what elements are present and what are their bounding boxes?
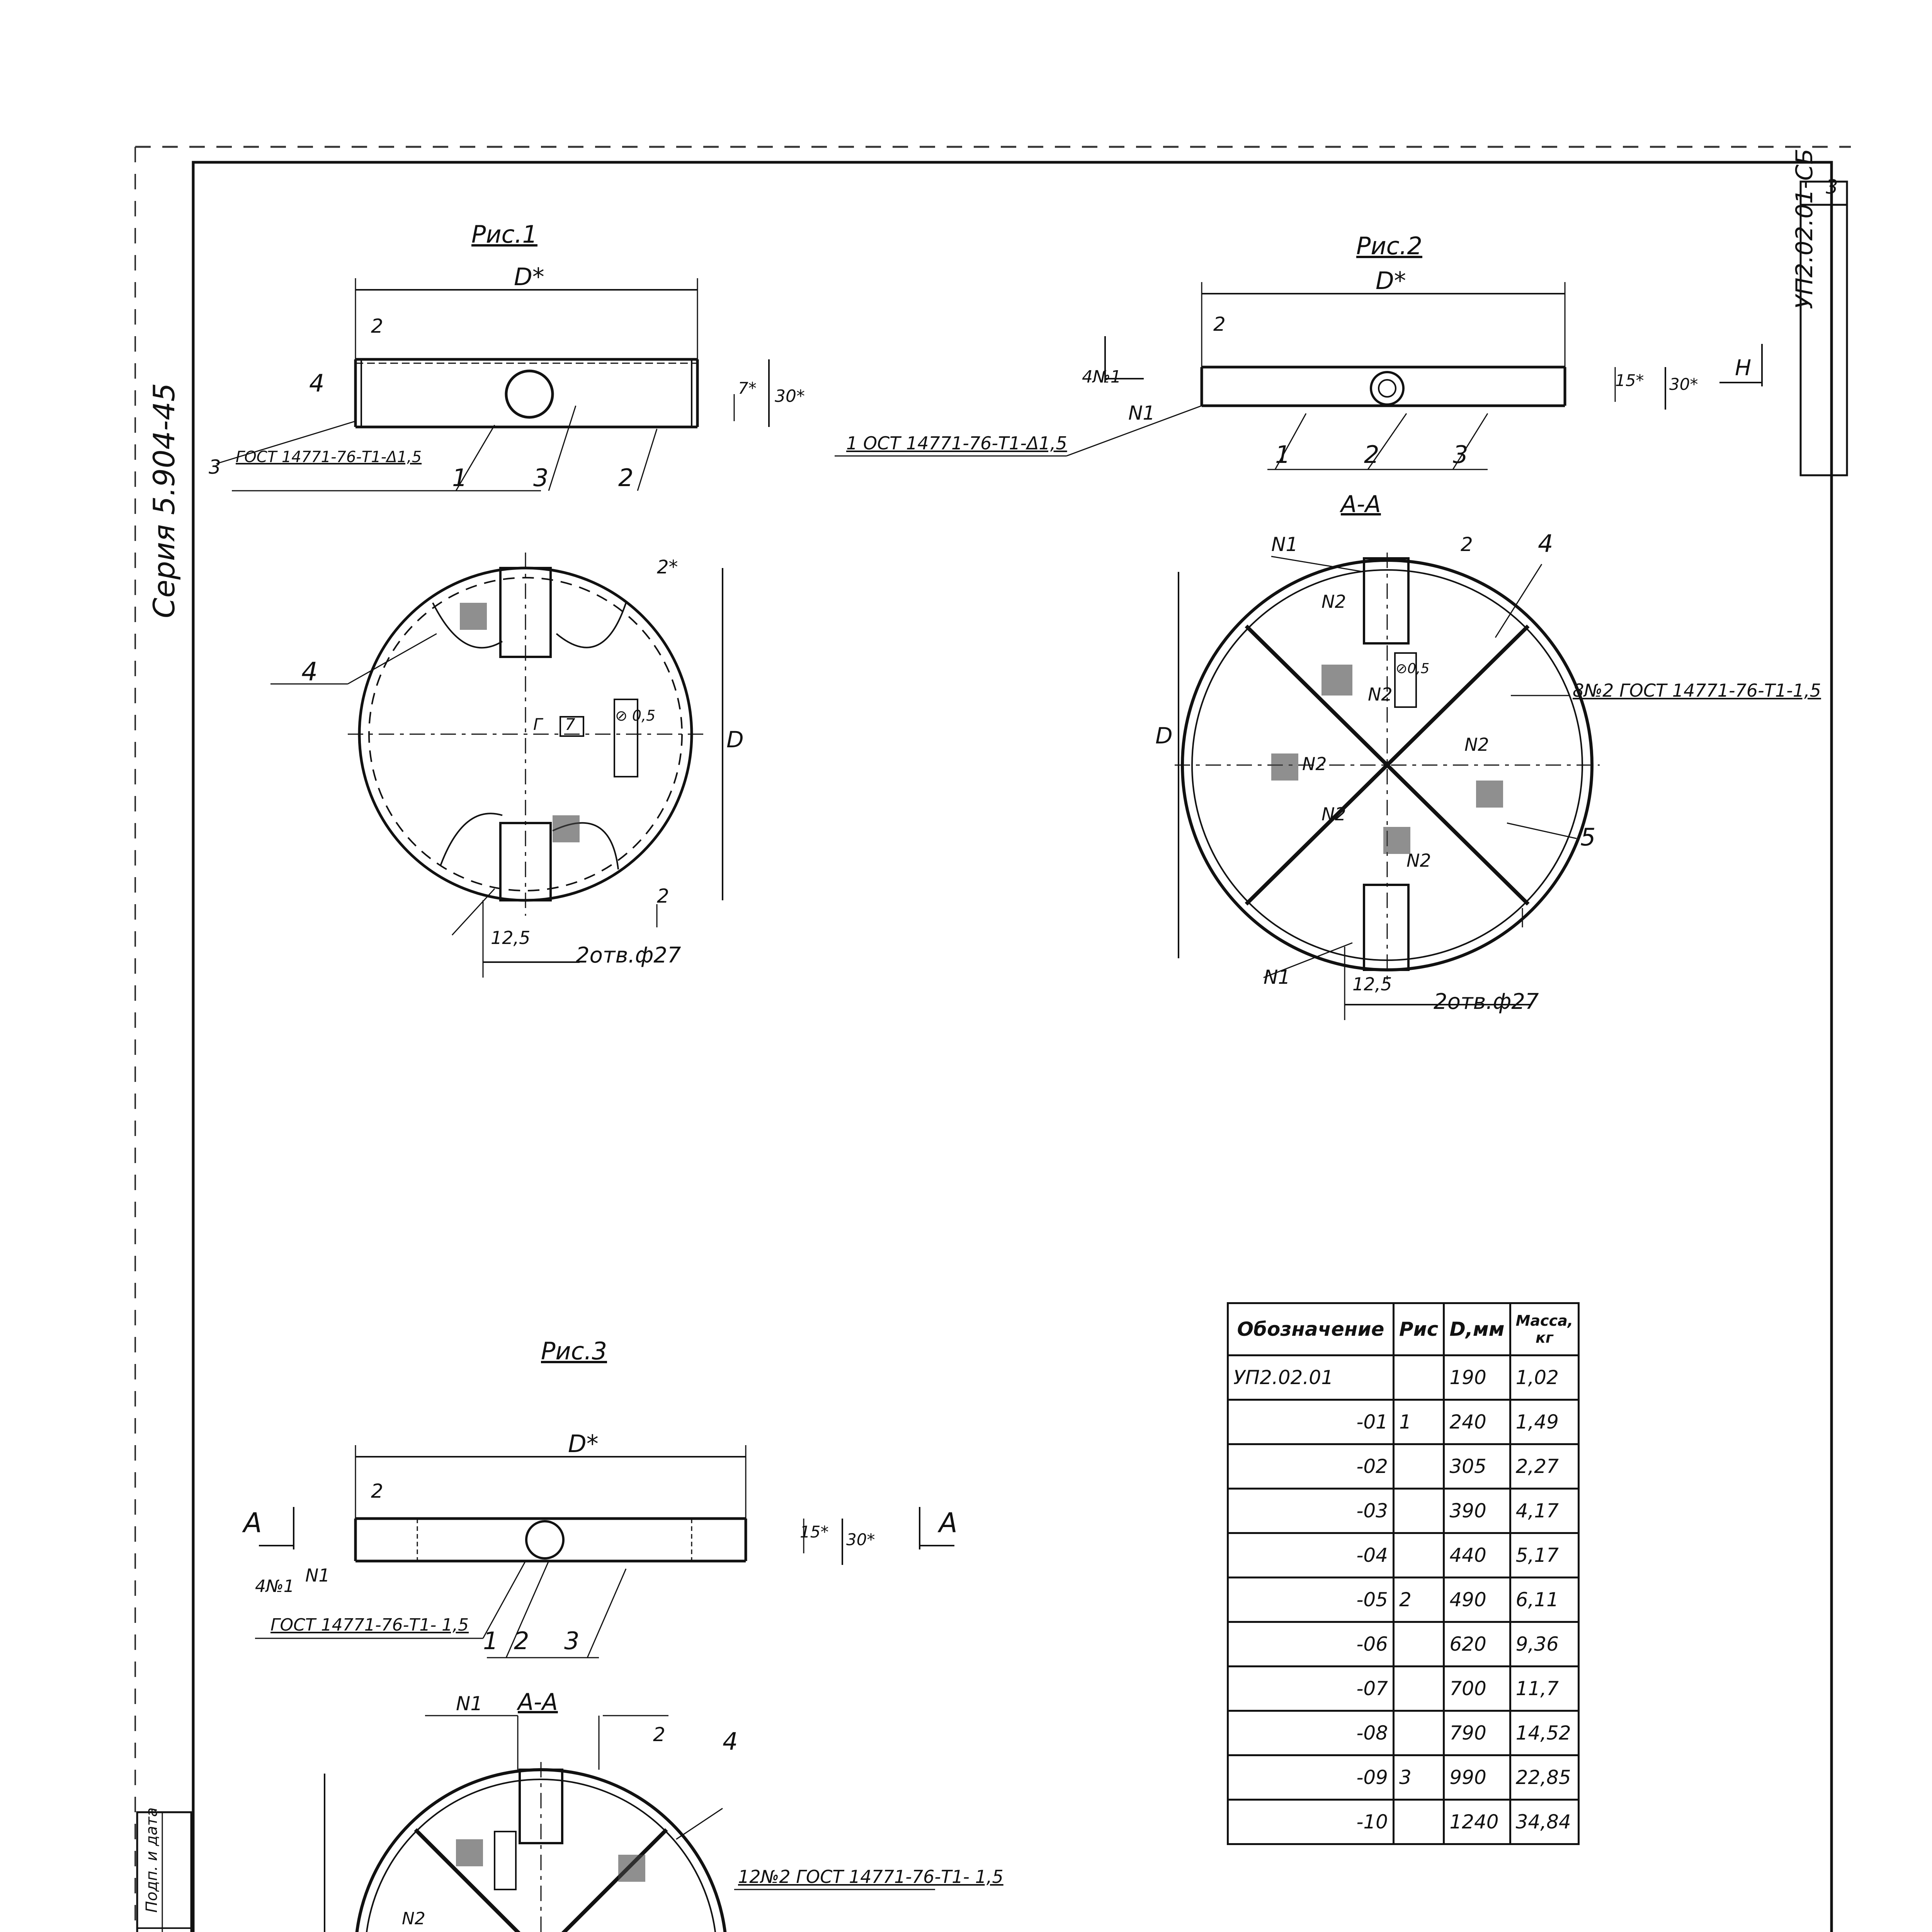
fig3-section-left: А xyxy=(243,1507,262,1539)
fig2-plan-callout: N2 xyxy=(1321,804,1346,825)
fig2-dim-15: 15* xyxy=(1615,371,1644,390)
fig2-dim-12-5: 12,5 xyxy=(1352,974,1392,995)
fig2-weld-label: 1 ОСТ 14771-76-Т1-Δ1,5 xyxy=(846,433,1067,454)
table-cell: -10 xyxy=(1228,1800,1394,1844)
fig3-dim-2-plan: 2 xyxy=(653,1723,665,1746)
table-cell: 440 xyxy=(1444,1533,1510,1578)
table-cell: -09 xyxy=(1228,1755,1394,1800)
fig3-dim-d: D* xyxy=(568,1430,599,1458)
page-number: 3 xyxy=(1826,176,1838,198)
fig3-callout: 1 xyxy=(483,1627,498,1655)
table-cell: 1240 xyxy=(1444,1800,1510,1844)
fig2-plan-callout: 5 xyxy=(1580,823,1596,851)
table-cell: 1,02 xyxy=(1510,1355,1579,1400)
fig1-mark: 7 xyxy=(565,715,575,734)
table-cell: 34,84 xyxy=(1510,1800,1579,1844)
fig1-holes: 2отв.ф27 xyxy=(576,943,681,968)
table-cell: 6,11 xyxy=(1510,1578,1579,1622)
fig1-callout: 3 xyxy=(533,464,549,492)
col-header: D,мм xyxy=(1444,1303,1510,1355)
fig1-dim-d: D* xyxy=(514,263,544,291)
table-cell: -08 xyxy=(1228,1711,1394,1755)
table-cell: УП2.02.01 xyxy=(1228,1355,1394,1400)
fig1-title: Рис.1 xyxy=(471,220,537,248)
fig2-plan-callout: N2 xyxy=(1368,684,1393,705)
fig2-dim-2-plan: 2 xyxy=(1461,533,1473,556)
fig3-dim-30: 30* xyxy=(846,1530,875,1549)
table-cell: 4,17 xyxy=(1510,1489,1579,1533)
fig3-section: А-А xyxy=(518,1689,558,1716)
fig2-section-mark: Н xyxy=(1735,355,1752,381)
fig2-plan-callout: N2 xyxy=(1302,753,1327,774)
table-cell: 1 xyxy=(1394,1400,1444,1444)
table-cell: -04 xyxy=(1228,1533,1394,1578)
fig2-section: А-А xyxy=(1341,491,1381,518)
fig3-title: Рис.3 xyxy=(541,1337,607,1365)
table-cell: 490 xyxy=(1444,1578,1510,1622)
table-cell: 11,7 xyxy=(1510,1667,1579,1711)
fig2-plan-callout: N2 xyxy=(1464,734,1489,755)
fig2-plan-callout: N1 xyxy=(1271,533,1298,556)
fig3-plan-weld: 12№2 ГОСТ 14771-76-Т1- 1,5 xyxy=(738,1866,1003,1887)
fig1-dim-2-top: 2* xyxy=(657,556,678,578)
fig2-dim-d: D* xyxy=(1376,267,1406,295)
table-cell: 9,36 xyxy=(1510,1622,1579,1667)
table-cell: 3 xyxy=(1394,1755,1444,1800)
table-cell: 2,27 xyxy=(1510,1444,1579,1489)
table-cell: 5,17 xyxy=(1510,1533,1579,1578)
fig1-mark: Г xyxy=(533,715,543,734)
fig2-dim-d-plan: D xyxy=(1155,723,1173,749)
table-cell: 390 xyxy=(1444,1489,1510,1533)
table-cell: 620 xyxy=(1444,1622,1510,1667)
margin-sign: Подп. и дата xyxy=(143,1807,161,1913)
table-cell: 1,49 xyxy=(1510,1400,1579,1444)
fig1-callout: 3 xyxy=(209,456,221,478)
fig2-callout: 2 xyxy=(1364,440,1379,469)
fig3-plan-callout: N1 xyxy=(456,1692,483,1715)
fig2-plan-callout: N1 xyxy=(1264,966,1291,988)
fig3-section-right: А xyxy=(939,1507,957,1539)
fig2-weld-side: 4№1 xyxy=(1082,367,1121,387)
table-cell: 190 xyxy=(1444,1355,1510,1400)
fig1-callout: 2 xyxy=(618,464,634,492)
table-cell: -01 xyxy=(1228,1400,1394,1444)
table-cell: 790 xyxy=(1444,1711,1510,1755)
fig2-mark: ⊘0,5 xyxy=(1396,661,1430,677)
table-cell: 240 xyxy=(1444,1400,1510,1444)
table-cell: 700 xyxy=(1444,1667,1510,1711)
col-header: Обозначение xyxy=(1228,1303,1394,1355)
fig2-plan-callout: N2 xyxy=(1406,850,1431,871)
fig1-callout: 4 xyxy=(309,369,325,397)
fig2-dim-30: 30* xyxy=(1669,375,1698,394)
fig3-plan-callout: 4 xyxy=(723,1727,738,1755)
fig1-weld-label: ГОСТ 14771-76-Т1-Δ1,5 xyxy=(236,448,422,466)
table-cell: 990 xyxy=(1444,1755,1510,1800)
fig2-holes: 2отв.ф27 xyxy=(1434,989,1539,1014)
fig3-weld-label: ГОСТ 14771-76-Т1- 1,5 xyxy=(270,1615,469,1635)
fig2-plan-weld: 8№2 ГОСТ 14771-76-Т1-1,5 xyxy=(1573,680,1821,701)
fig2-plan-callout: 4 xyxy=(1538,529,1553,558)
series-label: Серия 5.904-45 xyxy=(147,383,181,618)
fig1-mark: ⊘ 0,5 xyxy=(615,707,656,724)
fig2-dim-2: 2 xyxy=(1213,313,1226,335)
table-cell: 2 xyxy=(1394,1578,1444,1622)
fig1-dim-30: 30* xyxy=(775,386,805,406)
fig1-dim-d-plan: D xyxy=(726,726,744,753)
fig1-plan-callout: 4 xyxy=(301,657,318,687)
col-header: Масса, кг xyxy=(1510,1303,1579,1355)
fig1-callout: 1 xyxy=(452,464,468,492)
fig2-callout: 1 xyxy=(1275,440,1291,469)
fig3-callout: 2 xyxy=(514,1627,529,1655)
fig3-dim-15: 15* xyxy=(800,1522,829,1541)
table-cell: -07 xyxy=(1228,1667,1394,1711)
fig3-weld-side: 4№1 xyxy=(255,1577,294,1596)
col-header: Рис xyxy=(1394,1303,1444,1355)
table-cell: -03 xyxy=(1228,1489,1394,1533)
fig2-plan-callout: N2 xyxy=(1321,591,1346,612)
fig2-callout: 3 xyxy=(1453,440,1468,469)
fig3-plan-callout: N2 xyxy=(402,1909,425,1929)
table-cell: -05 xyxy=(1228,1578,1394,1622)
side-code: УП2.02.01-СБ xyxy=(1791,148,1818,309)
fig1-dim-2-bottom: 2 xyxy=(657,885,669,907)
table-cell: -02 xyxy=(1228,1444,1394,1489)
table-cell: 22,85 xyxy=(1510,1755,1579,1800)
table-cell: -06 xyxy=(1228,1622,1394,1667)
fig1-dim-12-5: 12,5 xyxy=(491,927,531,948)
table-cell: 305 xyxy=(1444,1444,1510,1489)
fig2-title: Рис.2 xyxy=(1356,232,1422,260)
fig2-callout: N1 xyxy=(1128,402,1155,424)
fig3-callout: N1 xyxy=(305,1565,330,1586)
fig1-dim-2: 2 xyxy=(371,315,383,337)
fig3-callout: 3 xyxy=(564,1627,580,1655)
table-cell: 14,52 xyxy=(1510,1711,1579,1755)
fig1-dim-7: 7* xyxy=(738,379,757,398)
fig3-dim-2: 2 xyxy=(371,1480,383,1502)
